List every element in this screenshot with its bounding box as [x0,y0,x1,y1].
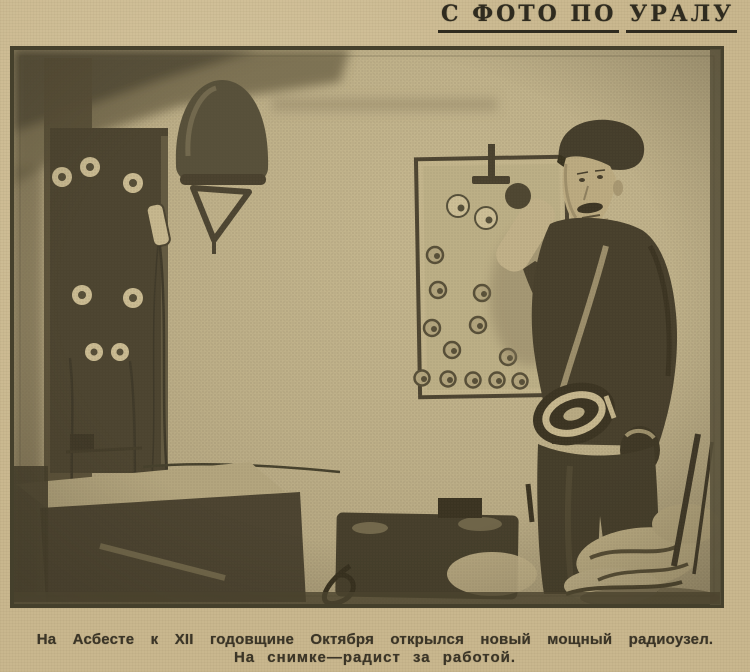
section-header [438,1,737,33]
header-title-part2: УРАЛУ [626,1,737,33]
photo-illustration [10,46,724,608]
photo-caption [0,630,750,667]
caption-line-1: На Асбесте к XII годовщине Октября открылся новый мощный радиоузел. [36,631,714,648]
caption-line-2: На снимке—радист за работой. [233,649,517,666]
header-title-part1: С ФОТО ПО [438,1,619,33]
vignette [10,46,724,608]
news-photograph [10,46,724,608]
